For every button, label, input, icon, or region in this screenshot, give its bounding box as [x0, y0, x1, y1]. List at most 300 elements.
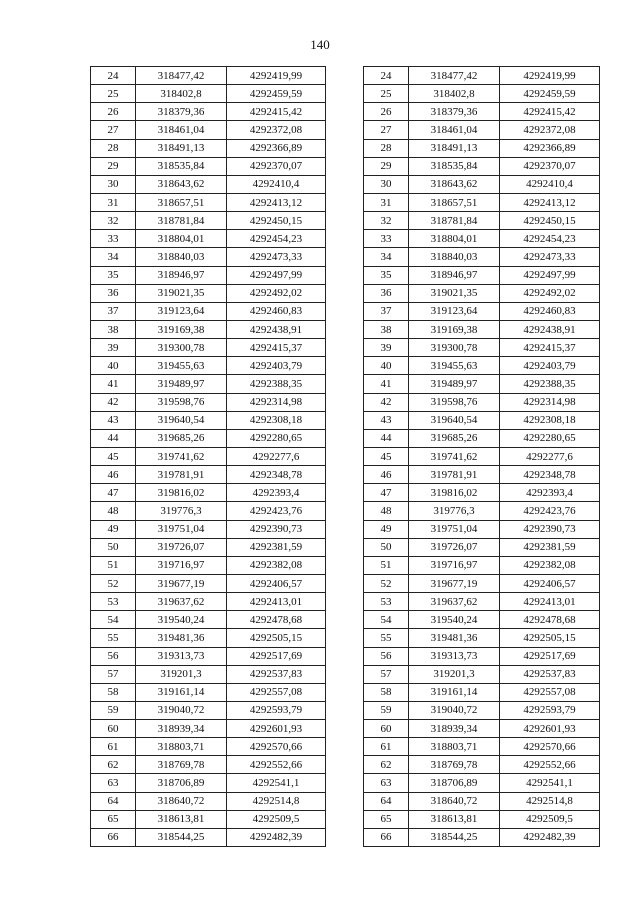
table-row: [364, 357, 600, 375]
y-coordinate-cell: 4292497,99: [500, 266, 600, 284]
y-coordinate-cell: 4292423,76: [227, 502, 326, 520]
y-coordinate-cell: 4292537,83: [227, 665, 326, 683]
y-coordinate-cell: 4292366,89: [500, 139, 600, 157]
table-row: [364, 284, 600, 302]
y-coordinate-cell: 4292413,01: [500, 593, 600, 611]
x-coordinate-cell: 318613,81: [136, 810, 227, 828]
point-number-cell: 59: [91, 701, 136, 719]
table-row: [364, 611, 600, 629]
point-number-cell: 54: [91, 611, 136, 629]
point-number-cell: 56: [91, 647, 136, 665]
point-number-cell: 65: [91, 810, 136, 828]
table-row: [364, 339, 600, 357]
table-row: [364, 248, 600, 266]
table-row: [364, 375, 600, 393]
x-coordinate-cell: 319640,54: [136, 411, 227, 429]
point-number-cell: 65: [364, 810, 409, 828]
point-number-cell: 37: [91, 302, 136, 320]
table-row: [364, 720, 600, 738]
y-coordinate-cell: 4292415,42: [500, 103, 600, 121]
table-row: [91, 665, 326, 683]
x-coordinate-cell: 319481,36: [136, 629, 227, 647]
y-coordinate-cell: 4292537,83: [500, 665, 600, 683]
y-coordinate-cell: 4292419,99: [227, 67, 326, 85]
y-coordinate-cell: 4292505,15: [500, 629, 600, 647]
y-coordinate-cell: 4292370,07: [500, 157, 600, 175]
x-coordinate-cell: 318804,01: [136, 230, 227, 248]
table-row: [91, 139, 326, 157]
x-coordinate-cell: 319489,97: [136, 375, 227, 393]
y-coordinate-cell: 4292406,57: [500, 574, 600, 592]
y-coordinate-cell: 4292459,59: [500, 85, 600, 103]
y-coordinate-cell: 4292482,39: [500, 828, 600, 846]
point-number-cell: 55: [91, 629, 136, 647]
y-coordinate-cell: 4292308,18: [227, 411, 326, 429]
y-coordinate-cell: 4292557,08: [500, 683, 600, 701]
point-number-cell: 46: [364, 466, 409, 484]
table-row: [364, 538, 600, 556]
y-coordinate-cell: 4292388,35: [500, 375, 600, 393]
x-coordinate-cell: 318840,03: [136, 248, 227, 266]
table-row: [91, 121, 326, 139]
table-row: [91, 574, 326, 592]
x-coordinate-cell: 318544,25: [136, 828, 227, 846]
point-number-cell: 29: [364, 157, 409, 175]
table-row: [364, 393, 600, 411]
y-coordinate-cell: 4292390,73: [227, 520, 326, 538]
table-row: [364, 447, 600, 465]
table-row: [364, 266, 600, 284]
point-number-cell: 26: [91, 103, 136, 121]
x-coordinate-cell: 319781,91: [409, 466, 500, 484]
x-coordinate-cell: 318803,71: [136, 738, 227, 756]
y-coordinate-cell: 4292509,5: [500, 810, 600, 828]
point-number-cell: 24: [91, 67, 136, 85]
point-number-cell: 51: [364, 556, 409, 574]
x-coordinate-cell: 319300,78: [409, 339, 500, 357]
y-coordinate-cell: 4292552,66: [227, 756, 326, 774]
y-coordinate-cell: 4292601,93: [227, 720, 326, 738]
y-coordinate-cell: 4292280,65: [227, 429, 326, 447]
y-coordinate-cell: 4292552,66: [500, 756, 600, 774]
point-number-cell: 42: [364, 393, 409, 411]
table-row: [364, 520, 600, 538]
x-coordinate-cell: 318946,97: [136, 266, 227, 284]
x-coordinate-cell: 319726,07: [136, 538, 227, 556]
table-row: [364, 574, 600, 592]
table-row: [364, 792, 600, 810]
y-coordinate-cell: 4292505,15: [227, 629, 326, 647]
point-number-cell: 62: [91, 756, 136, 774]
x-coordinate-cell: 319637,62: [409, 593, 500, 611]
point-number-cell: 35: [364, 266, 409, 284]
point-number-cell: 66: [91, 828, 136, 846]
y-coordinate-cell: 4292517,69: [227, 647, 326, 665]
table-row: [91, 683, 326, 701]
x-coordinate-cell: 318643,62: [136, 175, 227, 193]
x-coordinate-cell: 319685,26: [409, 429, 500, 447]
x-coordinate-cell: 319598,76: [409, 393, 500, 411]
point-number-cell: 64: [364, 792, 409, 810]
y-coordinate-cell: 4292410,4: [227, 175, 326, 193]
x-coordinate-cell: 318461,04: [136, 121, 227, 139]
point-number-cell: 64: [91, 792, 136, 810]
y-coordinate-cell: 4292454,23: [227, 230, 326, 248]
table-row: [91, 393, 326, 411]
y-coordinate-cell: 4292492,02: [227, 284, 326, 302]
point-number-cell: 61: [91, 738, 136, 756]
x-coordinate-cell: 319040,72: [409, 701, 500, 719]
table-row: [364, 701, 600, 719]
x-coordinate-cell: 318781,84: [409, 212, 500, 230]
table-row: [91, 302, 326, 320]
table-row: [364, 67, 600, 85]
x-coordinate-cell: 318535,84: [409, 157, 500, 175]
point-number-cell: 58: [91, 683, 136, 701]
y-coordinate-cell: 4292423,76: [500, 502, 600, 520]
point-number-cell: 25: [91, 85, 136, 103]
point-number-cell: 28: [91, 139, 136, 157]
table-row: [91, 792, 326, 810]
y-coordinate-cell: 4292514,8: [500, 792, 600, 810]
point-number-cell: 31: [91, 193, 136, 211]
x-coordinate-cell: 318477,42: [136, 67, 227, 85]
x-coordinate-cell: 318640,72: [409, 792, 500, 810]
x-coordinate-cell: 319677,19: [409, 574, 500, 592]
y-coordinate-cell: 4292514,8: [227, 792, 326, 810]
y-coordinate-cell: 4292438,91: [500, 320, 600, 338]
x-coordinate-cell: 318946,97: [409, 266, 500, 284]
point-number-cell: 36: [364, 284, 409, 302]
point-number-cell: 39: [91, 339, 136, 357]
table-row: [91, 157, 326, 175]
table-row: [364, 212, 600, 230]
point-number-cell: 59: [364, 701, 409, 719]
x-coordinate-cell: 319751,04: [136, 520, 227, 538]
point-number-cell: 36: [91, 284, 136, 302]
x-coordinate-cell: 319716,97: [409, 556, 500, 574]
x-coordinate-cell: 319677,19: [136, 574, 227, 592]
x-coordinate-cell: 318657,51: [409, 193, 500, 211]
table-row: [364, 683, 600, 701]
table-row: [91, 593, 326, 611]
table-row: [91, 828, 326, 846]
table-row: [364, 738, 600, 756]
table-row: [364, 484, 600, 502]
table-row: [364, 139, 600, 157]
point-number-cell: 52: [91, 574, 136, 592]
point-number-cell: 30: [91, 175, 136, 193]
table-row: [91, 193, 326, 211]
y-coordinate-cell: 4292497,99: [227, 266, 326, 284]
point-number-cell: 49: [91, 520, 136, 538]
table-row: [91, 447, 326, 465]
x-coordinate-cell: 318803,71: [409, 738, 500, 756]
table-row: [364, 230, 600, 248]
point-number-cell: 55: [364, 629, 409, 647]
y-coordinate-cell: 4292382,08: [500, 556, 600, 574]
point-number-cell: 48: [364, 502, 409, 520]
x-coordinate-cell: 319489,97: [409, 375, 500, 393]
table-row: [91, 720, 326, 738]
point-number-cell: 40: [364, 357, 409, 375]
point-number-cell: 44: [364, 429, 409, 447]
point-number-cell: 27: [364, 121, 409, 139]
table-row: [91, 411, 326, 429]
x-coordinate-cell: 319169,38: [136, 320, 227, 338]
point-number-cell: 50: [364, 538, 409, 556]
table-row: [364, 665, 600, 683]
y-coordinate-cell: 4292460,83: [500, 302, 600, 320]
table-row: [91, 756, 326, 774]
point-number-cell: 60: [91, 720, 136, 738]
y-coordinate-cell: 4292393,4: [500, 484, 600, 502]
y-coordinate-cell: 4292492,02: [500, 284, 600, 302]
x-coordinate-cell: 318840,03: [409, 248, 500, 266]
y-coordinate-cell: 4292348,78: [227, 466, 326, 484]
y-coordinate-cell: 4292372,08: [500, 121, 600, 139]
point-number-cell: 41: [364, 375, 409, 393]
x-coordinate-cell: 318640,72: [136, 792, 227, 810]
y-coordinate-cell: 4292393,4: [227, 484, 326, 502]
x-coordinate-cell: 318491,13: [409, 139, 500, 157]
table-row: [91, 810, 326, 828]
x-coordinate-cell: 318477,42: [409, 67, 500, 85]
y-coordinate-cell: 4292277,6: [227, 447, 326, 465]
point-number-cell: 45: [91, 447, 136, 465]
point-number-cell: 49: [364, 520, 409, 538]
point-number-cell: 32: [364, 212, 409, 230]
point-number-cell: 45: [364, 447, 409, 465]
coordinates-table-left: [90, 66, 326, 847]
point-number-cell: 50: [91, 538, 136, 556]
x-coordinate-cell: 318804,01: [409, 230, 500, 248]
y-coordinate-cell: 4292277,6: [500, 447, 600, 465]
table-row: [91, 738, 326, 756]
point-number-cell: 63: [364, 774, 409, 792]
y-coordinate-cell: 4292450,15: [500, 212, 600, 230]
point-number-cell: 61: [364, 738, 409, 756]
table-row: [364, 302, 600, 320]
y-coordinate-cell: 4292478,68: [227, 611, 326, 629]
x-coordinate-cell: 319313,73: [136, 647, 227, 665]
point-number-cell: 33: [364, 230, 409, 248]
table-row: [91, 103, 326, 121]
y-coordinate-cell: 4292413,12: [227, 193, 326, 211]
y-coordinate-cell: 4292372,08: [227, 121, 326, 139]
y-coordinate-cell: 4292419,99: [500, 67, 600, 85]
table-row: [364, 85, 600, 103]
y-coordinate-cell: 4292381,59: [227, 538, 326, 556]
table-row: [91, 466, 326, 484]
y-coordinate-cell: 4292415,42: [227, 103, 326, 121]
table-row: [364, 103, 600, 121]
x-coordinate-cell: 319540,24: [136, 611, 227, 629]
x-coordinate-cell: 319123,64: [136, 302, 227, 320]
table-row: [364, 121, 600, 139]
point-number-cell: 41: [91, 375, 136, 393]
y-coordinate-cell: 4292314,98: [227, 393, 326, 411]
point-number-cell: 54: [364, 611, 409, 629]
y-coordinate-cell: 4292410,4: [500, 175, 600, 193]
point-number-cell: 48: [91, 502, 136, 520]
table-row: [364, 556, 600, 574]
point-number-cell: 32: [91, 212, 136, 230]
y-coordinate-cell: 4292382,08: [227, 556, 326, 574]
table-row: [364, 774, 600, 792]
table-row: [91, 67, 326, 85]
point-number-cell: 63: [91, 774, 136, 792]
y-coordinate-cell: 4292570,66: [500, 738, 600, 756]
page-number: 140: [310, 37, 330, 52]
y-coordinate-cell: 4292454,23: [500, 230, 600, 248]
table-row: [364, 810, 600, 828]
table-row: [91, 320, 326, 338]
y-coordinate-cell: 4292541,1: [227, 774, 326, 792]
x-coordinate-cell: 319598,76: [136, 393, 227, 411]
x-coordinate-cell: 318769,78: [136, 756, 227, 774]
x-coordinate-cell: 319021,35: [409, 284, 500, 302]
table-row: [91, 429, 326, 447]
x-coordinate-cell: 318535,84: [136, 157, 227, 175]
y-coordinate-cell: 4292557,08: [227, 683, 326, 701]
y-coordinate-cell: 4292280,65: [500, 429, 600, 447]
coordinates-table-right: [363, 66, 600, 847]
y-coordinate-cell: 4292593,79: [500, 701, 600, 719]
x-coordinate-cell: 319776,3: [409, 502, 500, 520]
y-coordinate-cell: 4292403,79: [227, 357, 326, 375]
x-coordinate-cell: 319300,78: [136, 339, 227, 357]
point-number-cell: 40: [91, 357, 136, 375]
x-coordinate-cell: 319637,62: [136, 593, 227, 611]
table-row: [91, 266, 326, 284]
y-coordinate-cell: 4292415,37: [500, 339, 600, 357]
y-coordinate-cell: 4292593,79: [227, 701, 326, 719]
table-row: [91, 339, 326, 357]
y-coordinate-cell: 4292601,93: [500, 720, 600, 738]
table-row: [364, 502, 600, 520]
y-coordinate-cell: 4292460,83: [227, 302, 326, 320]
table-row: [364, 629, 600, 647]
table-row: [91, 248, 326, 266]
y-coordinate-cell: 4292366,89: [227, 139, 326, 157]
table-row: [364, 193, 600, 211]
point-number-cell: 53: [364, 593, 409, 611]
point-number-cell: 62: [364, 756, 409, 774]
x-coordinate-cell: 318461,04: [409, 121, 500, 139]
x-coordinate-cell: 318706,89: [136, 774, 227, 792]
y-coordinate-cell: 4292388,35: [227, 375, 326, 393]
table-row: [91, 538, 326, 556]
x-coordinate-cell: 319455,63: [409, 357, 500, 375]
point-number-cell: 66: [364, 828, 409, 846]
point-number-cell: 28: [364, 139, 409, 157]
y-coordinate-cell: 4292415,37: [227, 339, 326, 357]
y-coordinate-cell: 4292403,79: [500, 357, 600, 375]
y-coordinate-cell: 4292541,1: [500, 774, 600, 792]
point-number-cell: 56: [364, 647, 409, 665]
table-row: [91, 520, 326, 538]
table-row: [91, 284, 326, 302]
y-coordinate-cell: 4292517,69: [500, 647, 600, 665]
y-coordinate-cell: 4292473,33: [227, 248, 326, 266]
point-number-cell: 27: [91, 121, 136, 139]
point-number-cell: 39: [364, 339, 409, 357]
point-number-cell: 24: [364, 67, 409, 85]
x-coordinate-cell: 318613,81: [409, 810, 500, 828]
x-coordinate-cell: 319123,64: [409, 302, 500, 320]
table-row: [364, 411, 600, 429]
x-coordinate-cell: 319816,02: [136, 484, 227, 502]
x-coordinate-cell: 319726,07: [409, 538, 500, 556]
point-number-cell: 30: [364, 175, 409, 193]
y-coordinate-cell: 4292413,12: [500, 193, 600, 211]
table-row: [364, 429, 600, 447]
table-row: [91, 212, 326, 230]
x-coordinate-cell: 319816,02: [409, 484, 500, 502]
table-row: [364, 175, 600, 193]
point-number-cell: 33: [91, 230, 136, 248]
y-coordinate-cell: 4292381,59: [500, 538, 600, 556]
x-coordinate-cell: 319481,36: [409, 629, 500, 647]
x-coordinate-cell: 318706,89: [409, 774, 500, 792]
table-row: [91, 502, 326, 520]
y-coordinate-cell: 4292406,57: [227, 574, 326, 592]
point-number-cell: 34: [364, 248, 409, 266]
x-coordinate-cell: 319781,91: [136, 466, 227, 484]
point-number-cell: 51: [91, 556, 136, 574]
point-number-cell: 43: [91, 411, 136, 429]
x-coordinate-cell: 319741,62: [409, 447, 500, 465]
point-number-cell: 35: [91, 266, 136, 284]
table-row: [91, 357, 326, 375]
y-coordinate-cell: 4292482,39: [227, 828, 326, 846]
x-coordinate-cell: 319201,3: [409, 665, 500, 683]
point-number-cell: 43: [364, 411, 409, 429]
table-row: [91, 85, 326, 103]
x-coordinate-cell: 319455,63: [136, 357, 227, 375]
x-coordinate-cell: 319161,14: [136, 683, 227, 701]
y-coordinate-cell: 4292413,01: [227, 593, 326, 611]
table-row: [91, 484, 326, 502]
point-number-cell: 57: [91, 665, 136, 683]
x-coordinate-cell: 318939,34: [136, 720, 227, 738]
x-coordinate-cell: 318769,78: [409, 756, 500, 774]
table-row: [91, 647, 326, 665]
x-coordinate-cell: 318657,51: [136, 193, 227, 211]
point-number-cell: 57: [364, 665, 409, 683]
x-coordinate-cell: 319540,24: [409, 611, 500, 629]
point-number-cell: 53: [91, 593, 136, 611]
point-number-cell: 25: [364, 85, 409, 103]
y-coordinate-cell: 4292370,07: [227, 157, 326, 175]
point-number-cell: 38: [91, 320, 136, 338]
y-coordinate-cell: 4292478,68: [500, 611, 600, 629]
table-row: [364, 157, 600, 175]
x-coordinate-cell: 319313,73: [409, 647, 500, 665]
table-row: [364, 647, 600, 665]
point-number-cell: 34: [91, 248, 136, 266]
point-number-cell: 42: [91, 393, 136, 411]
table-row: [91, 611, 326, 629]
point-number-cell: 46: [91, 466, 136, 484]
x-coordinate-cell: 319776,3: [136, 502, 227, 520]
y-coordinate-cell: 4292473,33: [500, 248, 600, 266]
point-number-cell: 31: [364, 193, 409, 211]
x-coordinate-cell: 319751,04: [409, 520, 500, 538]
table-row: [91, 701, 326, 719]
table-row: [364, 828, 600, 846]
